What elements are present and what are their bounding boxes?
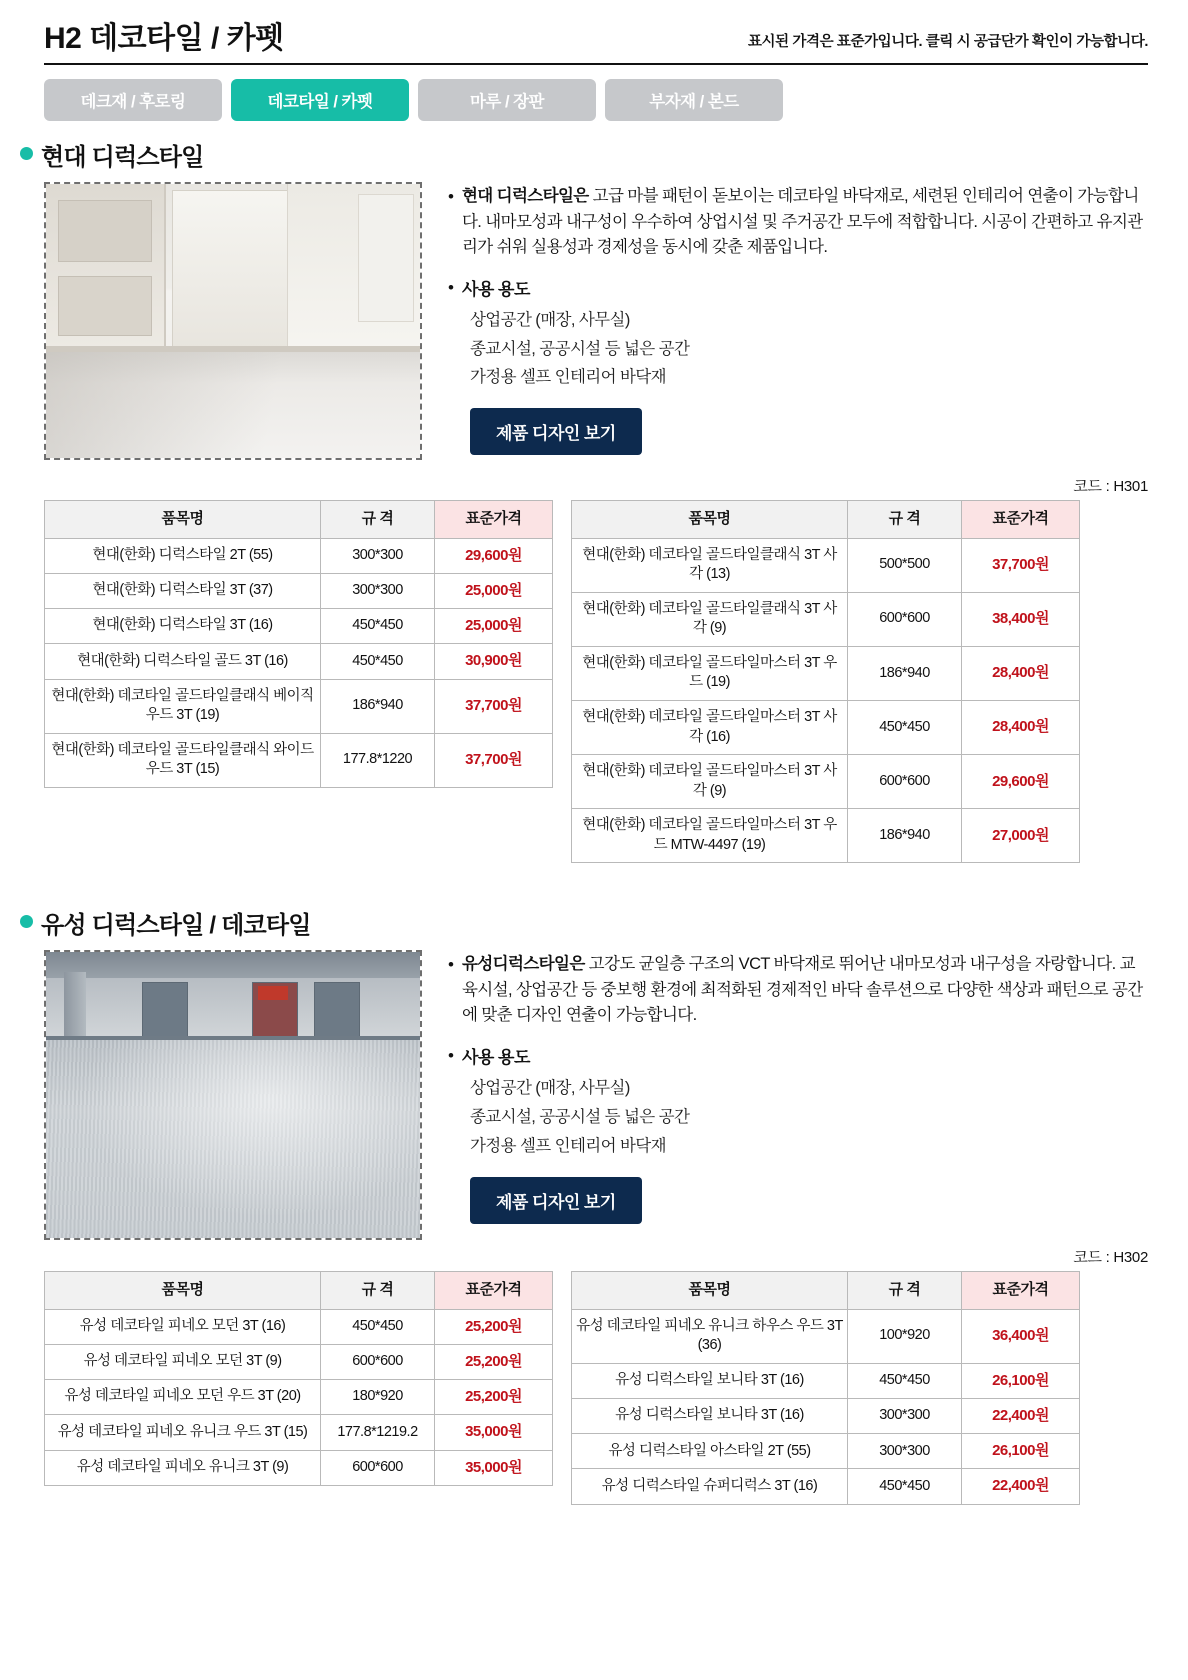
cell-price: 25,200원	[435, 1309, 553, 1344]
cell-name: 유성 데코타일 피네오 유니크 하우스 우드 3T (36)	[572, 1309, 848, 1363]
product-photo-yuseong-deluxtile	[44, 950, 422, 1240]
cell-name: 현대(한화) 데코타일 골드타일마스터 3T 사각 (9)	[572, 755, 848, 809]
table-row[interactable]	[572, 538, 1080, 592]
col-header-price: 표준가격	[962, 1272, 1080, 1309]
cell-name: 유성 디럭스타일 아스타일 2T (55)	[572, 1434, 848, 1469]
cell-name: 현대(한화) 데코타일 골드타일클래식 베이직 우드 3T (19)	[45, 679, 321, 733]
cell-spec: 186*940	[848, 809, 962, 863]
cell-spec: 600*600	[848, 755, 962, 809]
cell-price: 29,600원	[962, 755, 1080, 809]
cell-spec: 180*920	[321, 1380, 435, 1415]
cell-spec: 450*450	[321, 644, 435, 679]
cell-price: 25,200원	[435, 1380, 553, 1415]
cell-spec: 177.8*1220	[321, 733, 435, 787]
cell-spec: 450*450	[848, 700, 962, 754]
cell-name: 유성 디럭스타일 보니타 3T (16)	[572, 1398, 848, 1433]
cell-spec: 186*940	[321, 679, 435, 733]
product-description-1	[448, 182, 1148, 469]
table-row[interactable]	[572, 1398, 1080, 1433]
cell-price: 28,400원	[962, 646, 1080, 700]
product-block-2	[0, 946, 1188, 1240]
usage-item: 가정용 셀프 인테리어 바닥재	[469, 368, 666, 387]
col-header-spec: 규 격	[321, 1272, 435, 1309]
usage-block-1	[448, 275, 1148, 456]
view-design-button-2[interactable]: 제품 디자인 보기	[470, 1177, 642, 1224]
cell-name: 유성 디럭스타일 슈퍼디럭스 3T (16)	[572, 1469, 848, 1504]
usage-item: 상업공간 (매장, 사무실)	[469, 310, 630, 329]
table-row[interactable]	[45, 1309, 553, 1344]
cell-name: 현대(한화) 디럭스타일 3T (16)	[45, 609, 321, 644]
page-header	[0, 0, 1188, 55]
cell-price: 22,400원	[962, 1469, 1080, 1504]
cell-name: 현대(한화) 데코타일 골드타일클래식 3T 사각 (9)	[572, 592, 848, 646]
table-row[interactable]	[572, 809, 1080, 863]
cell-price: 27,000원	[962, 809, 1080, 863]
table-row[interactable]	[572, 1309, 1080, 1363]
bullet-dot-icon	[20, 147, 33, 160]
table-header-row	[45, 1272, 553, 1309]
cell-spec: 300*300	[848, 1434, 962, 1469]
tab-deck-flooring[interactable]: 데크재 / 후로링	[44, 79, 222, 121]
cell-spec: 177.8*1219.2	[321, 1415, 435, 1450]
cell-spec: 300*300	[321, 538, 435, 573]
bullet-icon: •	[448, 277, 454, 297]
section-heading-2	[0, 889, 1188, 946]
table-row[interactable]	[572, 592, 1080, 646]
tab-decotile-carpet[interactable]: 데코타일 / 카펫	[231, 79, 409, 121]
tab-maru-jangpan[interactable]: 마루 / 장판	[418, 79, 596, 121]
cell-spec: 600*600	[848, 592, 962, 646]
price-tables-2	[0, 1271, 1188, 1504]
cell-price: 35,000원	[435, 1450, 553, 1485]
usage-item: 종교시설, 공공시설 등 넓은 공간	[469, 1107, 690, 1126]
cell-price: 37,700원	[962, 538, 1080, 592]
cell-name: 유성 데코타일 피네오 모던 우드 3T (20)	[45, 1380, 321, 1415]
table-row[interactable]	[45, 1380, 553, 1415]
cell-spec: 500*500	[848, 538, 962, 592]
cell-spec: 186*940	[848, 646, 962, 700]
col-header-spec: 규 격	[848, 1272, 962, 1309]
bullet-icon: •	[448, 955, 454, 975]
bullet-icon: •	[448, 1046, 454, 1065]
description-body-2: 고강도 균일층 구조의 VCT 바닥재로 뛰어난 내마모성과 내구성을 자랑합니다. 교육시설, 상업공간 등 중보행 환경에 최적화된 경제적인 바닥 솔루션으로 다양한 색상과 패턴으로 공간에 맞춘 디자인 연출이 가능합니다.	[461, 955, 1143, 1025]
product-code-2: 코드 : H302	[1073, 1249, 1148, 1267]
description-paragraph-2	[448, 952, 1148, 1029]
cell-spec: 100*920	[848, 1309, 962, 1363]
cell-name: 유성 데코타일 피네오 유니크 우드 3T (15)	[45, 1415, 321, 1450]
col-header-spec: 규 격	[848, 501, 962, 538]
usage-item: 가정용 셀프 인테리어 바닥재	[469, 1136, 666, 1155]
description-paragraph-1	[448, 184, 1148, 261]
usage-block-2	[448, 1043, 1148, 1224]
section-title-2: 유성 디럭스타일 / 데코타일	[41, 912, 311, 940]
price-notice: 표시된 가격은 표준가입니다. 클릭 시 공급단가 확인이 가능합니다.	[747, 34, 1148, 50]
table-row[interactable]	[572, 646, 1080, 700]
cell-price: 25,200원	[435, 1344, 553, 1379]
usage-title-2: 사용 용도	[461, 1048, 530, 1067]
price-table-right-2	[571, 1271, 1080, 1504]
cell-name: 유성 디럭스타일 보니타 3T (16)	[572, 1363, 848, 1398]
cell-spec: 450*450	[321, 1309, 435, 1344]
cell-spec: 450*450	[321, 609, 435, 644]
cell-name: 현대(한화) 데코타일 골드타일마스터 3T 우드 (19)	[572, 646, 848, 700]
cell-price: 37,700원	[435, 733, 553, 787]
cell-price: 26,100원	[962, 1363, 1080, 1398]
cell-spec: 600*600	[321, 1450, 435, 1485]
table-row[interactable]	[572, 1469, 1080, 1504]
cell-spec: 450*450	[848, 1363, 962, 1398]
cell-name: 현대(한화) 디럭스타일 2T (55)	[45, 538, 321, 573]
cell-spec: 300*300	[321, 573, 435, 608]
description-lead-2: 유성디럭스타일은	[461, 955, 585, 974]
product-block-1	[0, 178, 1188, 469]
table-row[interactable]	[45, 1344, 553, 1379]
cell-name: 현대(한화) 데코타일 골드타일클래식 와이드 우드 3T (15)	[45, 733, 321, 787]
product-photo-hyundai-deluxtile	[44, 182, 422, 460]
usage-item: 종교시설, 공공시설 등 넓은 공간	[469, 339, 690, 358]
usage-title-1: 사용 용도	[461, 279, 530, 299]
table-row[interactable]	[45, 1450, 553, 1485]
description-body-1: 고급 마블 패턴이 돋보이는 데코타일 바닥재로, 세련된 인테리어 연출이 가능합니다. 내마모성과 내구성이 우수하여 상업시설 및 주거공간 모두에 적합합니다. 시공이 간편하고 유지관리가 쉬워 실용성과 경제성을 동시에 갖춘 제품입니다.	[461, 187, 1143, 257]
table-header-row	[572, 1272, 1080, 1309]
cell-name: 현대(한화) 데코타일 골드타일마스터 3T 우드 MTW-4497 (19)	[572, 809, 848, 863]
cell-price: 26,100원	[962, 1434, 1080, 1469]
cell-price: 22,400원	[962, 1398, 1080, 1433]
col-header-name: 품목명	[572, 501, 848, 538]
table-row[interactable]	[45, 538, 553, 573]
cell-name: 유성 데코타일 피네오 모던 3T (9)	[45, 1344, 321, 1379]
table-row[interactable]	[45, 1415, 553, 1450]
cell-price: 35,000원	[435, 1415, 553, 1450]
category-tabs	[0, 65, 1188, 121]
cell-price: 30,900원	[435, 644, 553, 679]
cell-name: 유성 데코타일 피네오 모던 3T (16)	[45, 1309, 321, 1344]
cell-price: 38,400원	[962, 592, 1080, 646]
table-header-row	[572, 501, 1080, 538]
cell-name: 현대(한화) 디럭스타일 골드 3T (16)	[45, 644, 321, 679]
cell-spec: 450*450	[848, 1469, 962, 1504]
table-row[interactable]	[572, 1363, 1080, 1398]
cell-price: 28,400원	[962, 700, 1080, 754]
page-title: H2 데코타일 / 카펫	[44, 22, 284, 55]
cell-price: 25,000원	[435, 573, 553, 608]
cell-price: 37,700원	[435, 679, 553, 733]
table-row[interactable]	[45, 609, 553, 644]
table-header-row	[45, 501, 553, 538]
col-header-price: 표준가격	[435, 501, 553, 538]
table-row[interactable]	[45, 644, 553, 679]
col-header-spec: 규 격	[321, 501, 435, 538]
cell-price: 25,000원	[435, 609, 553, 644]
section-heading-1	[0, 121, 1188, 178]
bullet-icon: •	[448, 187, 454, 206]
tab-accessories-bond[interactable]: 부자재 / 본드	[605, 79, 783, 121]
price-table-left-2	[44, 1271, 553, 1486]
price-table-right-1	[571, 500, 1080, 863]
product-description-2	[448, 950, 1148, 1237]
table-row[interactable]	[572, 1434, 1080, 1469]
cell-name: 현대(한화) 데코타일 골드타일클래식 3T 사각 (13)	[572, 538, 848, 592]
cell-price: 29,600원	[435, 538, 553, 573]
description-lead-1: 현대 디럭스타일은	[461, 187, 589, 205]
price-tables-1	[0, 500, 1188, 863]
product-code-1: 코드 : H301	[1073, 478, 1148, 496]
table-row[interactable]	[45, 733, 553, 787]
col-header-name: 품목명	[45, 501, 321, 538]
cell-name: 현대(한화) 데코타일 골드타일마스터 3T 사각 (16)	[572, 700, 848, 754]
cell-price: 36,400원	[962, 1309, 1080, 1363]
table-row[interactable]	[572, 700, 1080, 754]
col-header-price: 표준가격	[962, 501, 1080, 538]
col-header-price: 표준가격	[435, 1272, 553, 1309]
usage-item: 상업공간 (매장, 사무실)	[469, 1079, 630, 1097]
cell-name: 유성 데코타일 피네오 유니크 3T (9)	[45, 1450, 321, 1485]
cell-spec: 600*600	[321, 1344, 435, 1379]
col-header-name: 품목명	[572, 1272, 848, 1309]
table-row[interactable]	[572, 755, 1080, 809]
view-design-button-1[interactable]: 제품 디자인 보기	[470, 408, 642, 455]
section-title-1: 현대 디럭스타일	[41, 144, 204, 171]
cell-name: 현대(한화) 디럭스타일 3T (37)	[45, 573, 321, 608]
price-table-left-1	[44, 500, 553, 788]
bullet-dot-icon	[20, 915, 33, 928]
table-row[interactable]	[45, 573, 553, 608]
table-row[interactable]	[45, 679, 553, 733]
col-header-name: 품목명	[45, 1272, 321, 1309]
cell-spec: 300*300	[848, 1398, 962, 1433]
